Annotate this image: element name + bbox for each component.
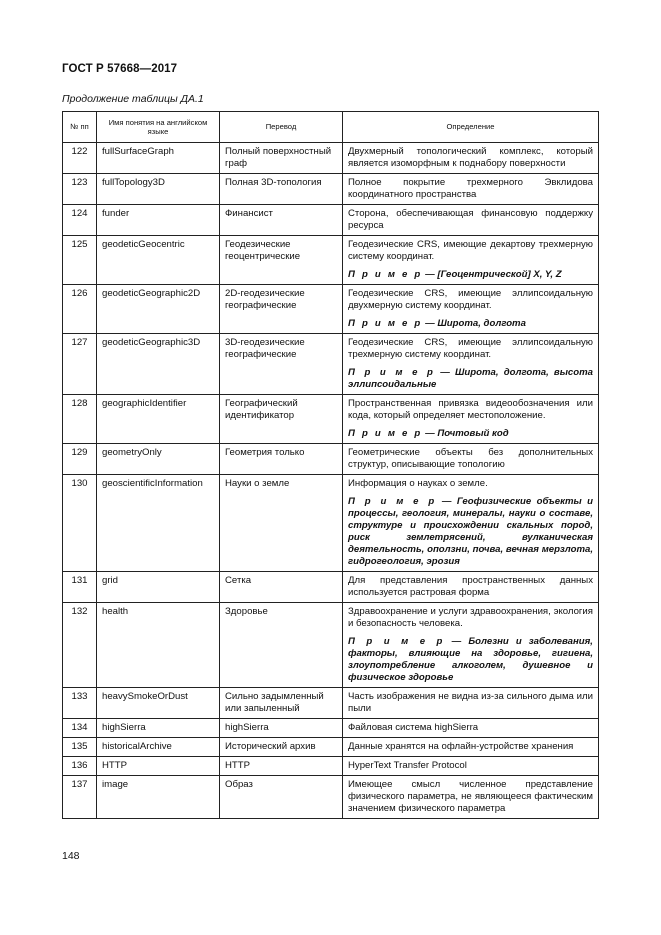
example-text: Широта, долгота, высота эллипсоидальные <box>348 367 593 390</box>
table-row <box>63 603 599 688</box>
example-label: П р и м е р <box>348 269 423 280</box>
example-text: Болезни и заболевания, факторы, влияющие на здоровье, гигиена, злоупотребление алкоголем, душевное и физическое здоровье <box>348 636 593 683</box>
row-translation: Образ <box>220 776 343 819</box>
row-definition-cell <box>343 285 599 334</box>
row-term: highSierra <box>97 719 220 738</box>
example-dash: — <box>435 367 456 378</box>
row-example <box>348 428 593 440</box>
example-dash: — <box>444 636 469 647</box>
row-definition-cell <box>343 776 599 819</box>
row-definition-cell <box>343 174 599 205</box>
row-translation: Исторический архив <box>220 738 343 757</box>
row-number: 131 <box>63 572 97 603</box>
example-label: П р и м е р <box>348 428 423 439</box>
row-translation: HTTP <box>220 757 343 776</box>
table-row <box>63 572 599 603</box>
row-definition: Пространственная привязка видеообозначения или кода, который определяет местоположение. <box>348 398 593 421</box>
example-dash: — <box>422 269 438 280</box>
table-row <box>63 334 599 395</box>
row-definition-cell <box>343 719 599 738</box>
row-translation: Геометрия только <box>220 444 343 475</box>
row-definition: Двухмерный топологический комплекс, который является изоморфным к поднабору поверхности <box>348 146 593 169</box>
row-number: 130 <box>63 475 97 572</box>
row-number: 133 <box>63 688 97 719</box>
table-row <box>63 205 599 236</box>
table-header-row <box>63 112 599 143</box>
row-example <box>348 636 593 684</box>
row-number: 128 <box>63 395 97 444</box>
example-label: П р и м е р <box>348 367 436 378</box>
table-row <box>63 719 599 738</box>
row-term: health <box>97 603 220 688</box>
row-definition: Файловая система highSierra <box>348 722 479 733</box>
row-number: 124 <box>63 205 97 236</box>
row-term: historicalArchive <box>97 738 220 757</box>
row-definition-cell <box>343 205 599 236</box>
row-translation: Географический идентификатор <box>220 395 343 444</box>
row-definition: Здравоохранение и услуги здравоохранения, экология и безопасность человека. <box>348 606 593 629</box>
row-translation: Финансист <box>220 205 343 236</box>
row-definition: Геометрические объекты без дополнительных структур, описывающие топологию <box>348 447 593 470</box>
document-header: ГОСТ Р 57668—2017 <box>62 63 178 75</box>
row-definition: Данные хранятся на офлайн-устройстве хранения <box>348 741 574 752</box>
table-row <box>63 395 599 444</box>
table-continuation-caption: Продолжение таблицы ДА.1 <box>62 93 204 105</box>
row-translation: Сетка <box>220 572 343 603</box>
terms-table <box>62 111 599 819</box>
row-definition: Геодезические CRS, имеющие эллипсоидальную трехмерную систему координат. <box>348 337 593 360</box>
row-number: 136 <box>63 757 97 776</box>
row-number: 123 <box>63 174 97 205</box>
example-text: Геофизические объекты и процессы, геология, минералы, науки о составе, структуре и происхождении скальных пород, риск землетрясений, вулканическая деятельность, оползни, почва, вечная мерзлота, гидрогеология, эрозия <box>348 496 593 567</box>
row-definition-cell <box>343 757 599 776</box>
col-header-term: Имя понятия на английском языке <box>97 112 220 143</box>
row-term: fullSurfaceGraph <box>97 143 220 174</box>
table-row <box>63 236 599 285</box>
table-row <box>63 174 599 205</box>
example-dash: — <box>422 318 438 329</box>
row-number: 132 <box>63 603 97 688</box>
row-definition-cell <box>343 688 599 719</box>
row-term: image <box>97 776 220 819</box>
row-definition-cell <box>343 395 599 444</box>
row-translation: 3D-геодезические географические <box>220 334 343 395</box>
row-number: 122 <box>63 143 97 174</box>
example-dash: — <box>422 428 438 439</box>
table-row <box>63 688 599 719</box>
row-definition-cell <box>343 236 599 285</box>
row-definition-cell <box>343 143 599 174</box>
row-definition: Часть изображения не видна из-за сильного дыма или пыли <box>348 691 593 714</box>
example-label: П р и м е р <box>348 496 437 507</box>
col-header-definition: Определение <box>343 112 599 143</box>
row-definition: Имеющее смысл численное представление физического параметра, не являющееся фактическим значением физического параметра <box>348 779 593 814</box>
row-definition: Геодезические CRS, имеющие декартову трехмерную систему координат. <box>348 239 593 262</box>
row-term: heavySmokeOrDust <box>97 688 220 719</box>
row-definition-cell <box>343 572 599 603</box>
row-number: 126 <box>63 285 97 334</box>
row-definition-cell <box>343 603 599 688</box>
row-example <box>348 318 593 330</box>
row-number: 137 <box>63 776 97 819</box>
row-translation: highSierra <box>220 719 343 738</box>
col-header-num: № пп <box>63 112 97 143</box>
table-row <box>63 475 599 572</box>
row-term: fullTopology3D <box>97 174 220 205</box>
table-body <box>63 143 599 819</box>
row-number: 129 <box>63 444 97 475</box>
row-translation: Геодезические геоцентрические <box>220 236 343 285</box>
row-term: geodeticGeographic3D <box>97 334 220 395</box>
row-translation: Науки о земле <box>220 475 343 572</box>
example-text: Почтовый код <box>437 428 509 439</box>
table-row <box>63 757 599 776</box>
table-row <box>63 444 599 475</box>
row-example <box>348 496 593 568</box>
row-translation: 2D-геодезические географические <box>220 285 343 334</box>
table-row <box>63 738 599 757</box>
row-translation: Полная 3D-топология <box>220 174 343 205</box>
row-translation: Здоровье <box>220 603 343 688</box>
row-term: grid <box>97 572 220 603</box>
table-row <box>63 776 599 819</box>
example-text: Широта, долгота <box>437 318 526 329</box>
row-number: 125 <box>63 236 97 285</box>
example-dash: — <box>436 496 457 507</box>
row-definition-cell <box>343 738 599 757</box>
row-definition-cell <box>343 334 599 395</box>
row-definition: Сторона, обеспечивающая финансовую поддержку ресурса <box>348 208 593 231</box>
row-term: funder <box>97 205 220 236</box>
row-example <box>348 269 593 281</box>
row-definition: HyperText Transfer Protocol <box>348 760 467 771</box>
row-term: geographicIdentifier <box>97 395 220 444</box>
row-translation: Полный поверхностный граф <box>220 143 343 174</box>
row-term: geodeticGeocentric <box>97 236 220 285</box>
row-term: geodeticGeographic2D <box>97 285 220 334</box>
row-example <box>348 367 593 391</box>
example-text: [Геоцентрической] X, Y, Z <box>437 269 562 280</box>
example-label: П р и м е р <box>348 318 423 329</box>
table-row <box>63 143 599 174</box>
table-row <box>63 285 599 334</box>
row-definition: Информация о науках о земле. <box>348 478 488 489</box>
col-header-translation: Перевод <box>220 112 343 143</box>
example-label: П р и м е р <box>348 636 445 647</box>
row-definition-cell <box>343 444 599 475</box>
row-term: geometryOnly <box>97 444 220 475</box>
row-translation: Сильно задымленный или запыленный <box>220 688 343 719</box>
row-number: 135 <box>63 738 97 757</box>
row-number: 127 <box>63 334 97 395</box>
row-definition-cell <box>343 475 599 572</box>
row-definition: Геодезические CRS, имеющие эллипсоидальную двухмерную систему координат. <box>348 288 593 311</box>
row-number: 134 <box>63 719 97 738</box>
page-number: 148 <box>62 850 80 862</box>
row-term: geoscientificInformation <box>97 475 220 572</box>
row-definition: Для представления пространственных данных используется растровая форма <box>348 575 593 598</box>
row-definition: Полное покрытие трехмерного Эвклидова координатного пространства <box>348 177 593 200</box>
row-term: HTTP <box>97 757 220 776</box>
